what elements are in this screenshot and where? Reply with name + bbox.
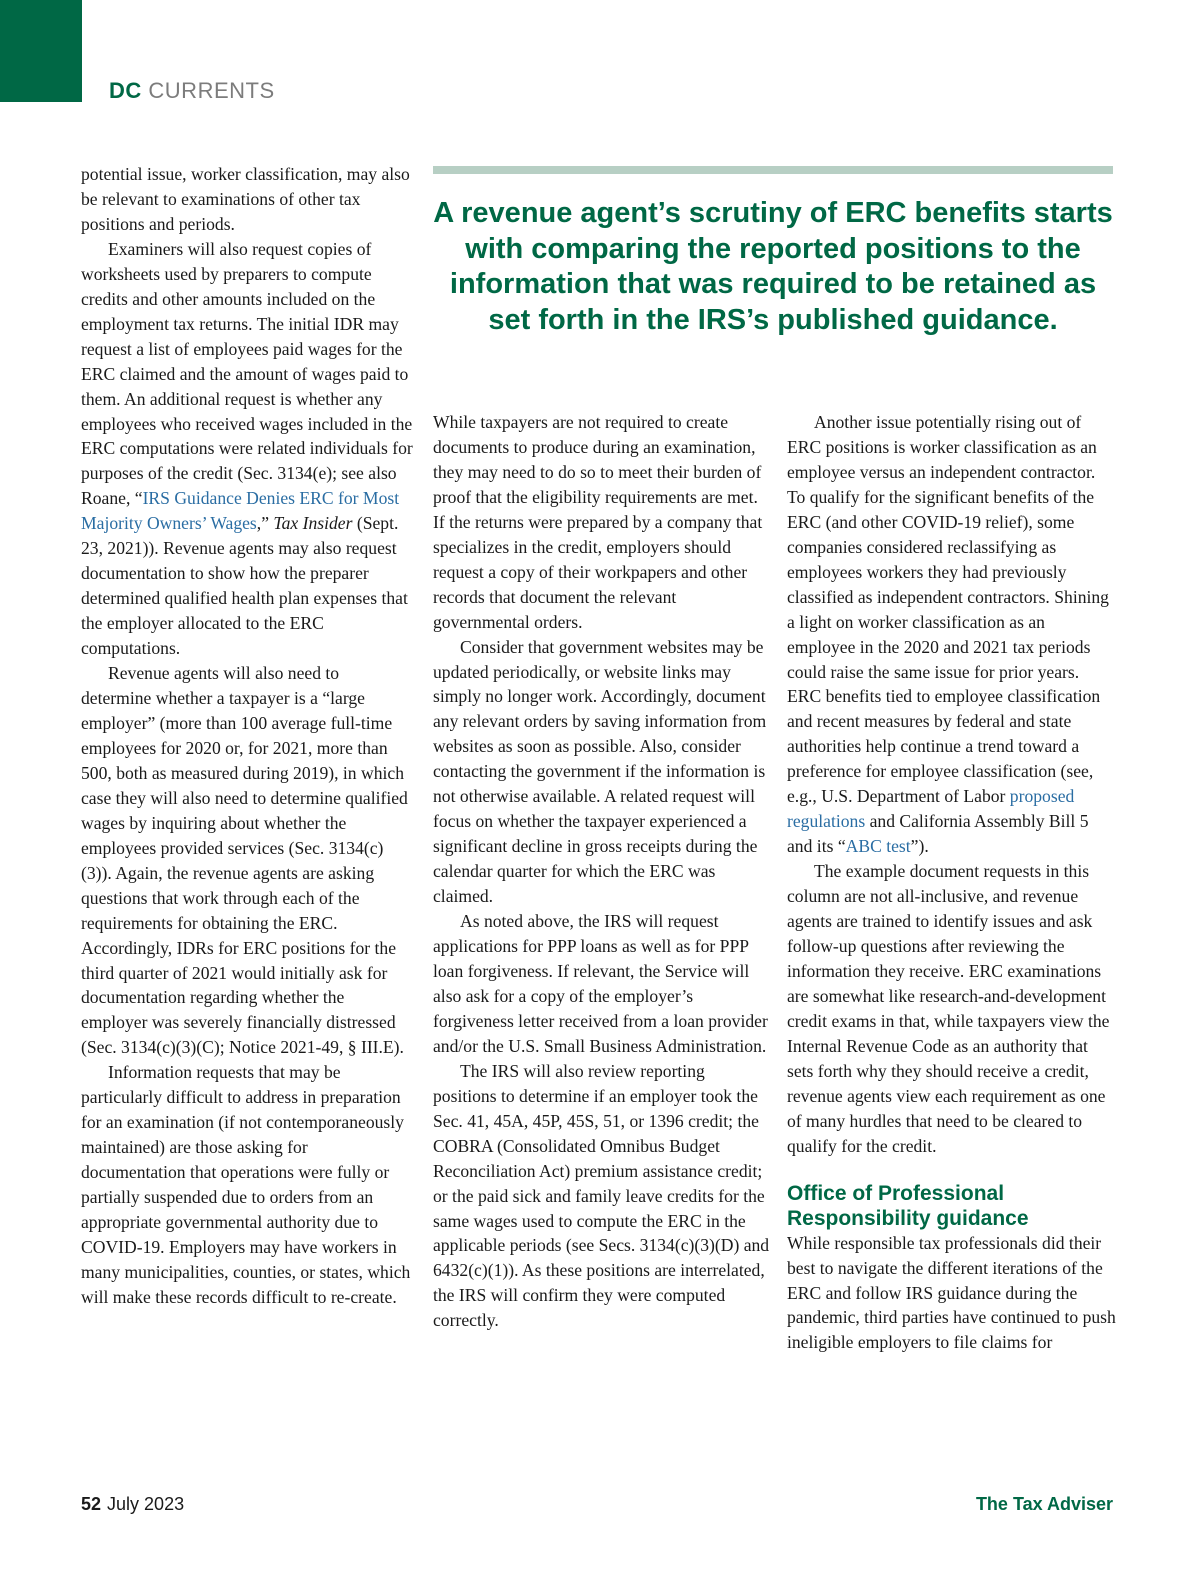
issue-date: July 2023 [107,1494,185,1514]
section-color-tab [0,0,82,102]
pull-quote-rule [433,166,1113,174]
paragraph: As noted above, the IRS will request applications for PPP loans as well as for PPP loan forgiveness. If relevant, the Service will also ask for a copy of the employer’s forgiveness letter received from a loan provider and/or the U.S. Small Business Administration. [433,911,768,1056]
paragraph: potential issue, worker classification, may also be relevant to examinations of other tax positions and periods. [81,164,410,234]
article-column-1 [81,162,413,1310]
paragraph: While responsible tax professionals did their best to navigate the different iterations of the ERC and follow IRS guidance during the pandemic, third parties have continued to push ineligible employers to file claims for [787,1232,1116,1353]
paragraph: Consider that government websites may be updated periodically, or website links may simply no longer work. Accordingly, document any relevant orders by saving information from websites as soon as possible. Also, consider contacting the government if the information is not otherwise available. A related request will focus on whether the taxpayer experienced a significant decline in gross receipts during the calendar quarter for which the ERC was claimed. [433,636,767,907]
publication-name: The Tax Adviser [975,1494,1113,1514]
paragraph: Information requests that may be particularly difficult to address in preparation for an examination (if not contemporaneously maintained) are those asking for documentation that operations were fully or partially suspended due to orders from an appropriate governmental authority due to COVID-19. Employers may have workers in many municipalities, counties, or states, which will make these records difficult to re-create. [81,1062,411,1307]
paragraph: The example document requests in this column are not all-inclusive, and revenue agents are trained to identify issues and ask follow-up questions after reviewing the information they receive. ERC examinations are somewhat like research-and-development credit exams in that, while taxpayers view the Internal Revenue Code as an authority that sets forth why they should receive a credit, revenue agents view each requirement as one of many hurdles that need to be cleared to qualify for the credit. [787,861,1110,1156]
section-subheading: Office of Professional Responsibility guidance [787,1181,1029,1230]
section-name-light: CURRENTS [148,78,275,103]
pull-quote: A revenue agent’s scrutiny of ERC benefits starts with comparing the reported positions to the information that was required to be retained as set forth in the IRS’s published guidance. [433,197,1113,336]
section-header [109,78,275,104]
abc-test-link[interactable]: ABC test [845,836,911,857]
article-column-2 [433,410,771,1333]
paragraph: Revenue agents will also need to determine whether a taxpayer is a “large employer” (more than 100 average full-time employees for 2020 or, for 2021, more than 500, both as measured during 2019), in which case they will also need to determine qualified wages by inquiring about whether the employees provided services (Sec. 3134(c)(3)). Again, the revenue agents are asking questions that work through each of the requirements for obtaining the ERC. Accordingly, IDRs for ERC positions for the third quarter of 2021 would initially ask for documentation regarding whether the employer was severely financially distressed (Sec. 3134(c)(3)(C); Notice 2021-49, § III.E). [81,663,408,1058]
article-link-irs-guidance[interactable]: IRS Guidance Denies ERC for Most Majority Owners’ Wages [81,488,400,534]
page-footer-left [81,1494,184,1515]
article-column-3 [787,410,1117,1355]
section-name-bold: DC [109,78,142,103]
page-number: 52 [81,1494,102,1514]
publication-title: Tax Insider [273,513,353,534]
paragraph: Examiners will also request copies of worksheets used by preparers to compute credits and other amounts included on the employment tax returns. The initial IDR may request a list of employees paid wages for the ERC claimed and the amount of wages paid to them. An additional request is whether any employees who received wages included in the ERC computations were related individuals for purposes of the credit (Sec. 3134(e); see also Roane, “IRS Guidance Denies ERC for Most Majority Owners’ Wages,” Tax Insider (Sept. 23, 2021)). Revenue agents may also request documentation to show how the preparer determined qualified health plan expenses that the employer allocated to the ERC computations. [81,238,413,659]
paragraph: While taxpayers are not required to create documents to produce during an examination, they may need to do so to meet their burden of proof that the eligibility requirements are met. If the returns were prepared by a company that specializes in the credit, employers should request a copy of their workpapers and other records that document the relevant governmental orders. [433,412,763,632]
proposed-regulations-link[interactable]: proposed regulations [787,786,1075,832]
paragraph: The IRS will also review reporting positions to determine if an employer took the Sec. 41, 45A, 45P, 45S, 51, or 1396 credit; the COBRA (Consolidated Omnibus Budget Reconciliation Act) premium assistance credit; or the paid sick and family leave credits for the same wages used to compute the ERC in the applicable periods (see Secs. 3134(c)(3)(D) and 6432(c)(1)). As these positions are interrelated, the IRS will confirm they were computed correctly. [433,1060,770,1331]
paragraph: Another issue potentially rising out of ERC positions is worker classification as an employee versus an independent contractor. To qualify for the significant benefits of the ERC (and other COVID-19 relief), some companies considered reclassifying as employees workers they had previously classified as independent contractors. Shining a light on worker classification as an employee in the 2020 and 2021 tax periods could raise the same issue for prior years. ERC benefits tied to employee classification and recent measures by federal and state authorities help continue a trend toward a preference for employee classification (see, e.g., U.S. Department of Labor proposed regulations and California Assembly Bill 5 and its “ABC test”). [787,412,1109,857]
